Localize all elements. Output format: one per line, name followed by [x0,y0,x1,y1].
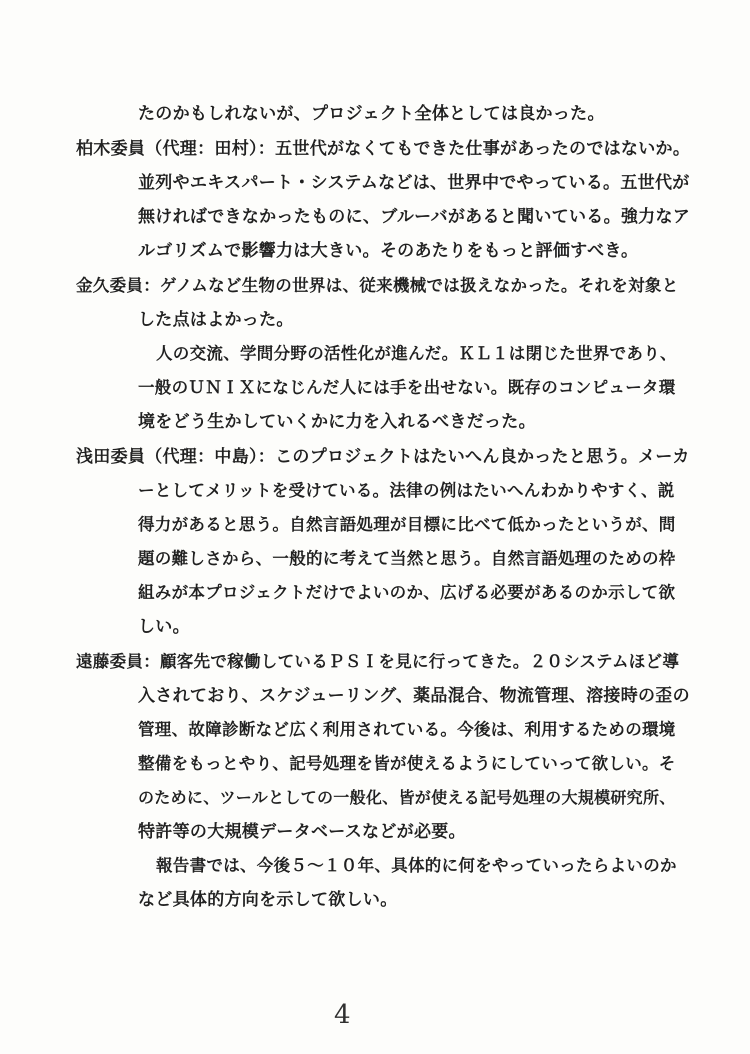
text-line: 無ければできなかったものに、ブルーバがあると聞いている。強力なア [138,207,691,227]
text-line: ーとしてメリットを受けている。法律の例はたいへんわかりやすく、説 [138,481,675,500]
text-line: 境をどう生かしていくかに力を入れるべきだった。 [138,412,536,432]
text-line: 題の難しさから、一般的に考えて当然と思う。自然言語処理のための枠 [138,549,676,568]
text-line: 並列やエキスパート・システムなどは、世界中でやっている。五世代が [138,173,690,193]
text-line: 管理、故障診断など広く利用されている。今後は、利用するための環境 [138,720,676,739]
page-number: 4 [334,1000,351,1030]
text-line: 遠藤委員：顧客先で稼働しているＰＳＩを見に行ってきた。２０システムほど導 [76,652,680,671]
text-line: ルゴリズムで影響力は大きい。そのあたりをもっと評価すべき。 [138,241,639,261]
text-line: しい。 [138,617,190,637]
text-line: たのかもしれないが、プロジェクト全体としては良かった。 [138,104,605,124]
text-line: 得力があると思う。自然言語処理が目標に比べて低かったというが、問 [138,515,676,534]
text-line: 整備をもっとやり、記号処理を皆が使えるようにしていって欲しい。そ [138,754,676,773]
text-line: 組みが本プロジェクトだけでよいのか、広げる必要があるのか示して欲 [138,583,676,602]
text-line: 柏木委員（代理：田村）：五世代がなくてもできた仕事があったのではないか。 [76,139,691,159]
text-line: のために、ツールとしての一般化、皆が使える記号処理の大規模研究所、 [138,788,676,807]
text-line: 浅田委員（代理：中島）：このプロジェクトはたいへん良かったと思う。メーカ [76,447,690,467]
text-line: 一般のＵＮＩＸになじんだ人には手を出せない。既存のコンピュータ環 [138,378,676,397]
text-line: した点はよかった。 [138,310,294,330]
text-line: 金久委員：ゲノムなど生物の世界は、従来機械では扱えなかった。それを対象と [76,276,679,295]
text-line: など具体的方向を示して欲しい。 [138,890,398,910]
text-line: 人の交流、学問分野の活性化が進んだ。ＫＬ１は閉じた世界であり、 [156,344,677,363]
text-line: 特許等の大規模データベースなどが必要。 [138,822,466,842]
text-line: 報告書では、今後５～１０年、具体的に何をやっていったらよいのか [156,856,677,875]
text-line: 入されており、スケジューリング、薬品混合、物流管理、溶接時の歪の [138,686,690,706]
